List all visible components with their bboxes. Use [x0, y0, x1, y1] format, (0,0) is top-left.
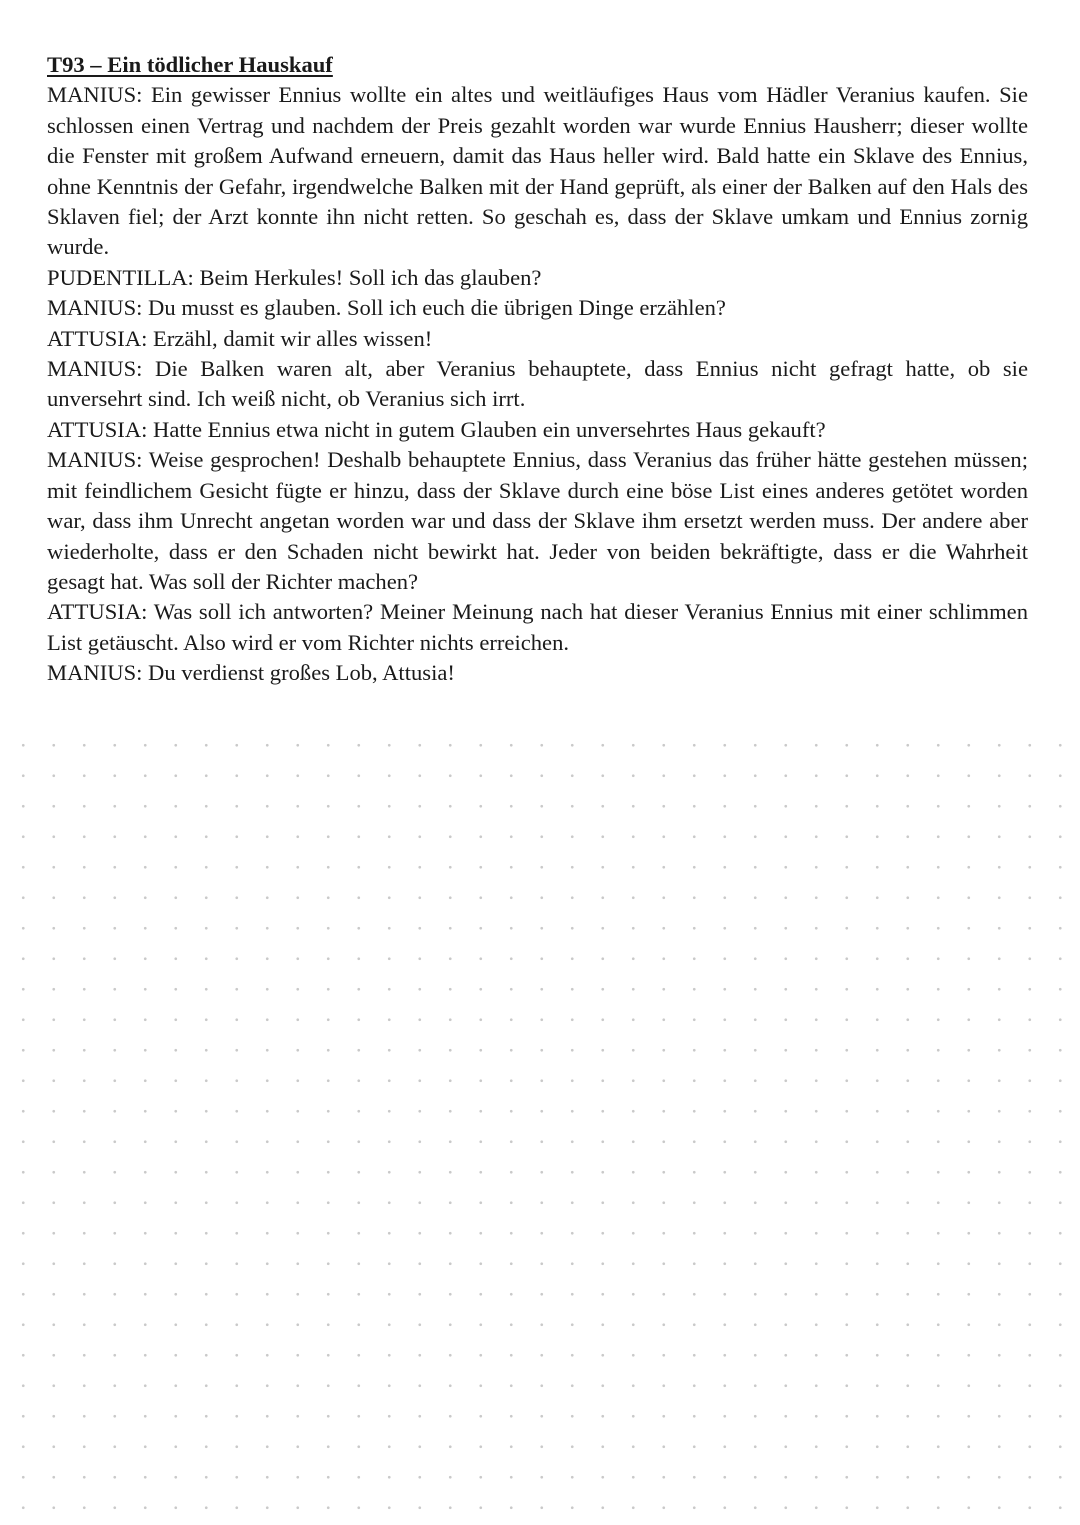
dialogue-paragraph: ATTUSIA: Was soll ich antworten? Meiner Meinung nach hat dieser Veranius Ennius mit einer schlimmen List getäuscht. Also wird er vom Richter nichts erreichen. — [47, 599, 1028, 655]
dialogue-paragraph: MANIUS: Weise gesprochen! Deshalb behauptete Ennius, dass Veranius das früher hätte gestehen müssen; mit feindlichem Gesicht fügte er hinzu, dass der Sklave durch eine böse List eines anderes getötet worden war, dass ihm Unrecht angetan worden war und dass der Sklave ihm ersetzt werden muss. Der andere aber wiederholte, dass er den Schaden nicht bewirkt hat. Jeder von beiden bekräftigte, dass er die Wahrheit gesagt hat. Was soll der Richter machen? — [47, 447, 1028, 594]
dialogue-paragraph: MANIUS: Die Balken waren alt, aber Veranius behauptete, dass Ennius nicht gefragt hatte, ob sie unversehrt sind. Ich weiß nicht, ob Veranius sich irrt. — [47, 356, 1028, 412]
dialogue-paragraph: MANIUS: Ein gewisser Ennius wollte ein altes und weitläufiges Haus vom Hädler Veranius kaufen. Sie schlossen einen Vertrag und nachdem der Preis gezahlt worden war wurde Ennius Hausherr; dieser wollte die Fenster mit großem Aufwand erneuern, damit das Haus heller wird. Bald hatte ein Sklave des Ennius, ohne Kenntnis der Gefahr, irgendwelche Balken mit der Hand geprüft, als einer der Balken auf den Hals des Sklaven fiel; der Arzt konnte ihn nicht retten. So geschah es, dass der Sklave umkam und Ennius zornig wurde. — [47, 82, 1028, 260]
dialogue-paragraph: MANIUS: Du musst es glauben. Soll ich euch die übrigen Dinge erzählen? — [47, 295, 726, 321]
dot-grid-background — [0, 730, 1080, 1525]
dialogue-paragraph: MANIUS: Du verdienst großes Lob, Attusia! — [47, 660, 455, 686]
document-title: T93 – Ein tödlicher Hauskauf — [47, 52, 333, 77]
dialogue-paragraph: ATTUSIA: Erzähl, damit wir alles wissen! — [47, 325, 433, 351]
dialogue-paragraph: ATTUSIA: Hatte Ennius etwa nicht in gutem Glauben ein unversehrtes Haus gekauft? — [47, 416, 826, 442]
dialogue-paragraph: PUDENTILLA: Beim Herkules! Soll ich das glauben? — [47, 264, 542, 290]
document-body — [47, 50, 1028, 689]
